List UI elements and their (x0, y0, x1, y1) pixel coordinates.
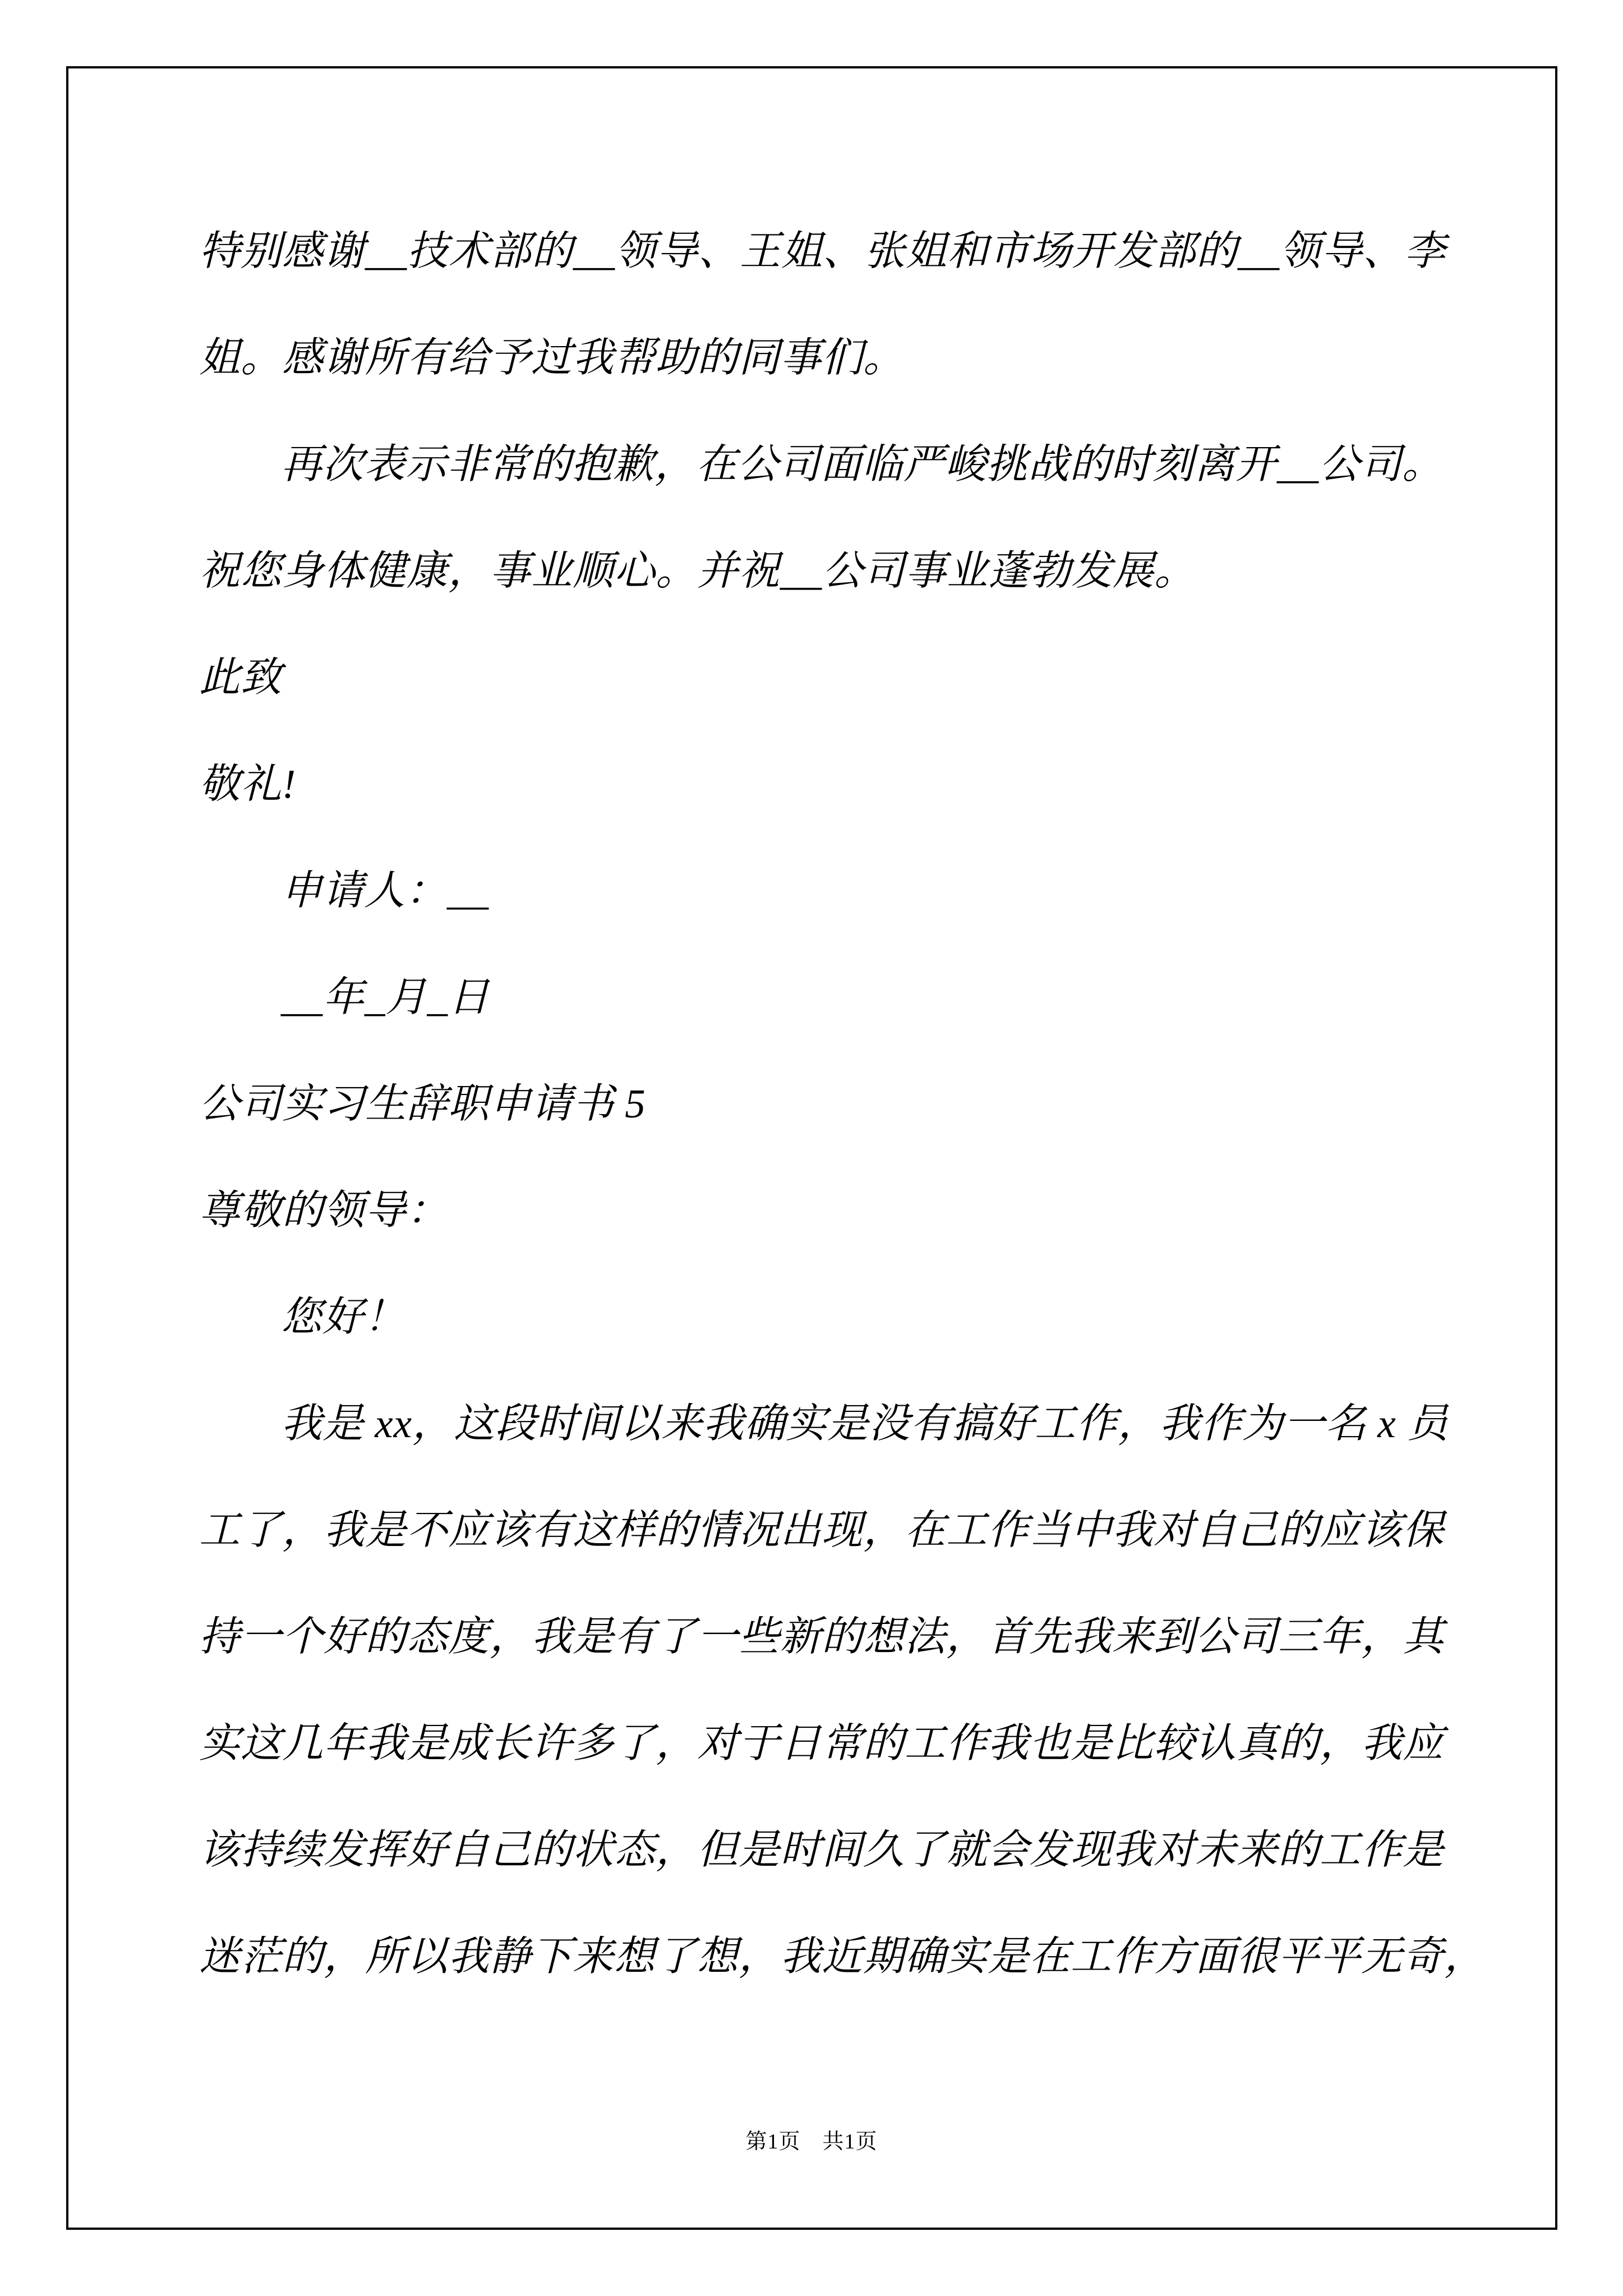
text-line: 工了，我是不应该有这样的情况出现，在工作当中我对自己的应该保 (199, 1507, 1444, 1553)
text-line: 该持续发挥好自己的状态，但是时间久了就会发现我对未来的工作是 (199, 1827, 1444, 1872)
text-line: 再次表示非常的抱歉，在公司面临严峻挑战的时刻离开__公司。 (281, 441, 1444, 487)
text-line: 敬礼! (199, 761, 297, 807)
text-line: 特别感谢__技术部的__领导、王姐、张姐和市场开发部的__领导、李 (199, 228, 1446, 274)
document-body (199, 198, 1486, 2010)
text-line: __年_月_日 (281, 974, 490, 1020)
text-line: 公司实习生辞职申请书 5 (199, 1081, 646, 1126)
text-line: 祝您身体健康，事业顺心。并祝__公司事业蓬勃发展。 (199, 548, 1196, 593)
text-line: 申请人：__ (281, 868, 489, 913)
text-line: 您好！ (281, 1294, 405, 1340)
page-number-label: 第1页 共1页 (745, 2130, 878, 2154)
text-line: 此致 (199, 655, 282, 700)
page-footer (0, 2124, 1623, 2155)
text-line: 我是 xx，这段时间以来我确实是没有搞好工作，我作为一名 x 员 (281, 1401, 1449, 1446)
text-line: 尊敬的领导： (199, 1188, 448, 1233)
text-line: 持一个好的态度，我是有了一些新的想法，首先我来到公司三年，其 (199, 1614, 1444, 1659)
text-line: 实这几年我是成长许多了，对于日常的工作我也是比较认真的，我应 (199, 1720, 1444, 1766)
text-line: 迷茫的，所以我静下来想了想，我近期确实是在工作方面很平平无奇， (199, 1934, 1486, 1979)
text-line: 姐。感谢所有给予过我帮助的同事们。 (199, 335, 905, 380)
